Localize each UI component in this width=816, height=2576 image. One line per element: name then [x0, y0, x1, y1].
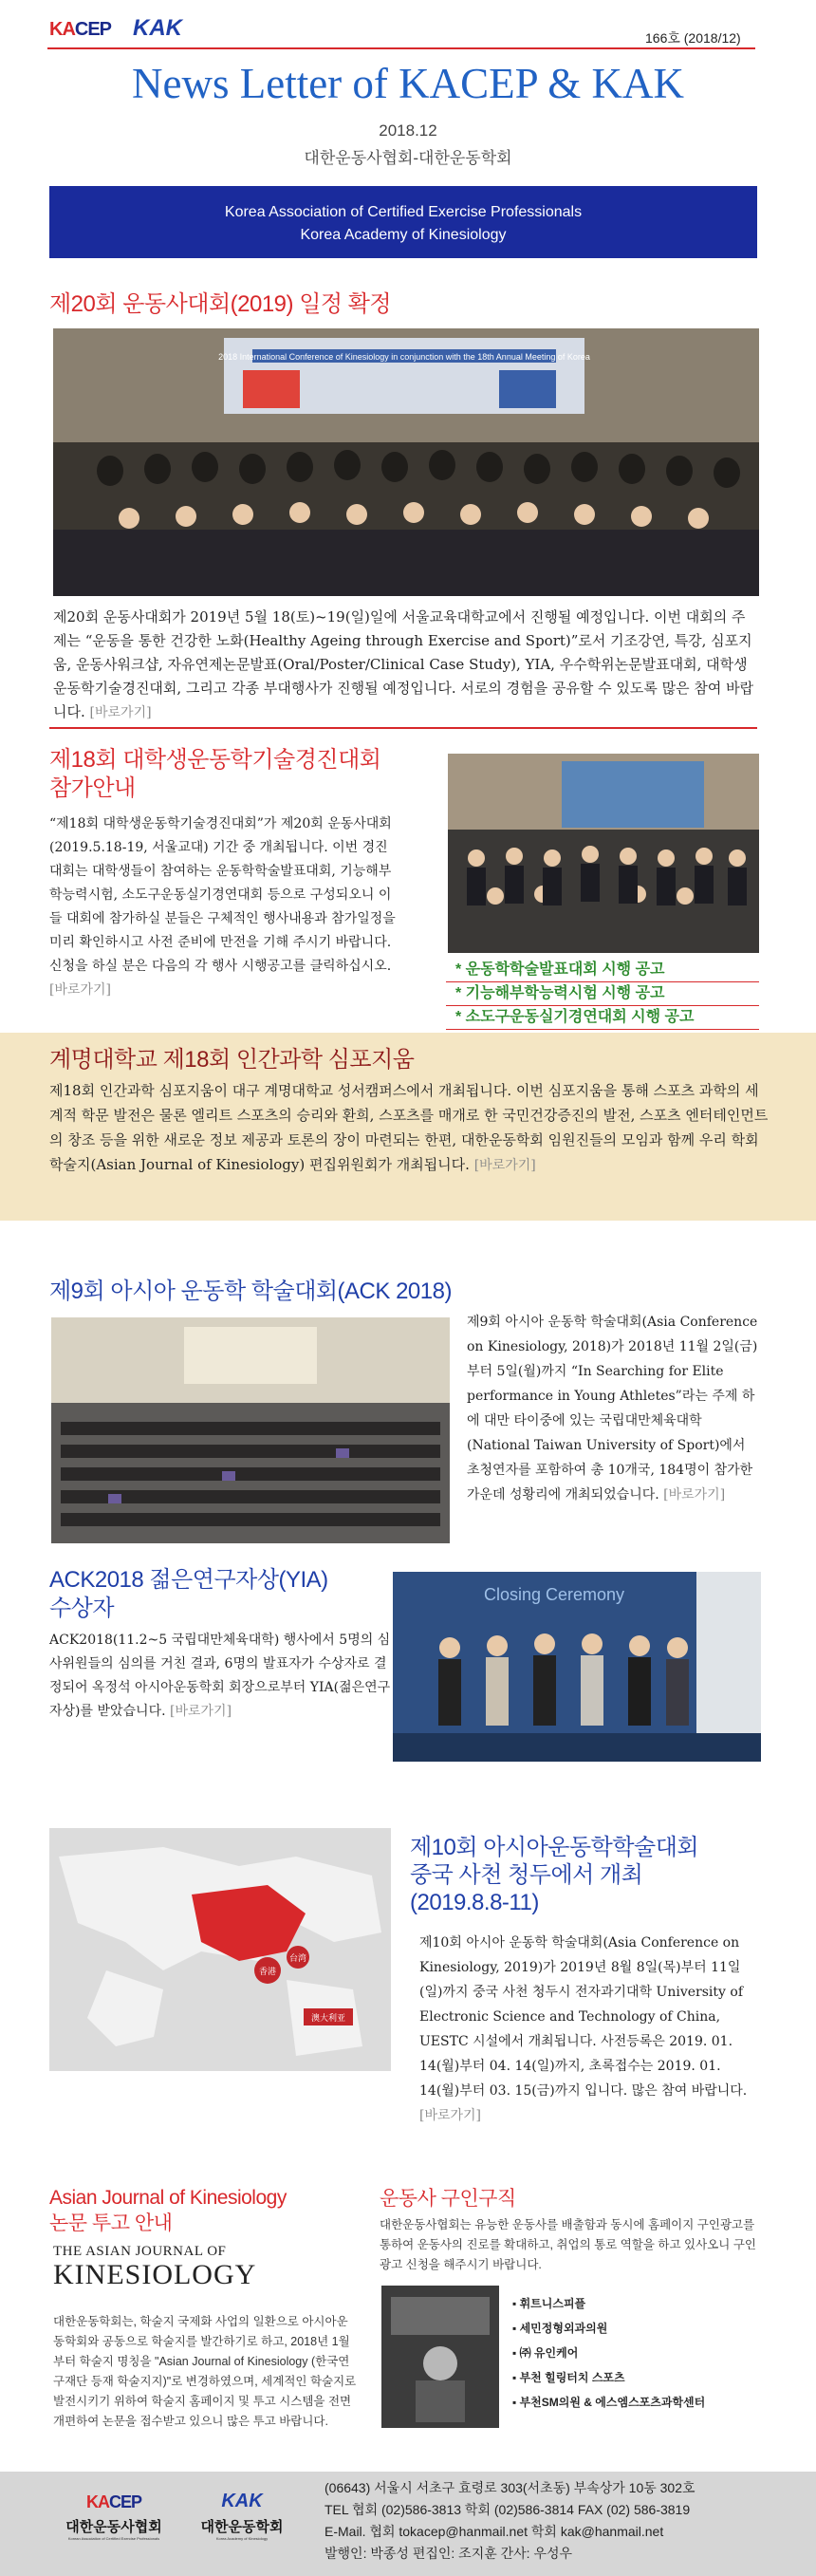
ack2019-body: 제10회 아시아 운동학 학술대회(Asia Conference on Kinesiology, 2019)가 2019년 8월 8일(목)부터 11일(일)까지 중국 사천 청두시 전자과기대학 University of Electronic Science and Technology of China, UESTC 시설에서 개최됩니다. 사전등록은 2019. 01. 14(월)부터 04. 14(일)까지, 초록접수는 2019. 01. 14(월)부터 03. 15(금)까지 입니다. 많은 참여 바랍니다.	[419, 1935, 748, 2099]
ack2018-body: 제9회 아시아 운동학 학술대회(Asia Conference on Kinesiology, 2018)가 2018년 11월 2일(금)부터 5일(월)까지 “In Searching for Elite performance in Young Athletes”라는 주제 하에 대만 타이중에 있는 국립대만체육대학(National Taiwan University of Sport)에서 초청연자를 포함하여 총 10개국, 184명이 참가한 가운데 성황리에 개최되었습니다.	[467, 1315, 758, 1503]
footer-tel: TEL 협회 (02)586-3813 학회 (02)586-3814 FAX (02) 586-3819	[325, 2502, 691, 2517]
journal-logo	[53, 2244, 338, 2290]
journal-title-2: 논문 투고 안내	[49, 2212, 173, 2234]
banner-line-2: Korea Academy of Kinesiology	[300, 227, 507, 243]
section-title-ack2019	[410, 1834, 770, 1916]
ack2019-title-1: 제10회 아시아운동학학술대회	[410, 1835, 699, 1860]
yia-title-2: 수상자	[49, 1596, 115, 1621]
section-title-competition-2019: 제20회 운동사대회(2019) 일정 확정	[49, 291, 392, 317]
map-label-taiwan: 台湾	[288, 1954, 307, 1964]
yia-body: ACK2018(11.2~5 국립대만체육대학) 행사에서 5명의 심사위원들의 심의를 거친 결과, 6명의 발표자가 수상자로 결정되어 옥정석 아시아운동학회 회장으로부터 YIA(젊은연구자상)를 받았습니다.	[49, 1633, 391, 1719]
org-banner	[49, 186, 757, 258]
student-contest-title-1: 제18회 대학생운동학기술경진대회	[49, 747, 381, 773]
notice-presentation[interactable]: * 운동학학술발표대회 시행 공고	[446, 959, 759, 982]
competition-2019-link[interactable]: [바로가기]	[89, 705, 152, 720]
footer-kak-logo: KAK 대한운동학회 Korea Academy of Kinesiology	[190, 2491, 294, 2541]
yia-photo-banner: Closing Ceremony	[483, 1585, 625, 1604]
student-contest-text	[49, 812, 400, 1002]
job-item[interactable]: ▪ ㈜ 유인케어	[512, 2346, 579, 2360]
footer-publisher: 발행인: 박종성 편집인: 조지훈 간사: 우성우	[325, 2546, 573, 2561]
notice-anatomy-test[interactable]: * 기능해부학능력시험 시행 공고	[446, 982, 759, 1006]
organizations: 대한운동사협회-대한운동학회	[304, 149, 512, 167]
issue-date: 2018.12	[379, 121, 437, 140]
symposium-body: 제18회 인간과학 심포지움이 대구 계명대학교 성서캠퍼스에서 개최됩니다. 이번 심포지움을 통해 스포츠 과학의 세계적 학문 발전은 물론 엘리트 스포츠의 승리와 환희, 스포츠를 매개로 한 국민건강증진의 발전, 스포츠 엔터테인먼트의 창조 등을 위한 새로운 정보 제공과 토론의 장이 마련되는 한편, 대한운동학회 임원진들의 모임과 함께 우리 학회 학술지(Asian Journal of Kinesiology) 편집위원회가 개최됩니다.	[49, 1082, 769, 1173]
page-title: News Letter of KACEP & KAK	[132, 60, 684, 107]
symposium-text	[49, 1078, 770, 1178]
section-title-ack2018: 제9회 아시아 운동학 학술대회(ACK 2018)	[49, 1279, 452, 1304]
jobs-list	[512, 2291, 769, 2415]
journal-title-1: Asian Journal of Kinesiology	[49, 2187, 287, 2209]
footer-kacep-sub: Korean Association of Certified Exercise Professionals	[67, 2536, 160, 2541]
yia-award-photo	[393, 1572, 761, 1762]
student-contest-title-2: 참가안내	[49, 775, 136, 801]
conference-group-photo	[53, 328, 759, 596]
student-contest-body: “제18회 대학생운동학기술경진대회”가 제20회 운동사대회(2019.5.18-19, 서울교대) 기간 중 개최됩니다. 이번 경진대회는 대학생들이 참여하는 운동학학술발표대회, 기능해부학능력시험, 소도구운동실기경연대회 등으로 구성되오니 이들 대회에 참가하실 분들은 구체적인 행사내용과 참가일정을 미리 확인하시고 사전 준비에 만전을 기해 주시기 바랍니다. 신청을 하실 분은 다음의 각 행사 시행공고를 클릭하십시오.	[49, 816, 396, 974]
job-item[interactable]: ▪ 세민정형외과의원	[512, 2322, 608, 2335]
ack2019-title-3: (2019.8.8-11)	[410, 1890, 539, 1915]
competition-2019-text	[53, 606, 759, 725]
student-contest-link[interactable]: [바로가기]	[49, 982, 112, 998]
footer-kak-sub: Korea Academy of Kinesiology	[215, 2536, 269, 2541]
notice-equipment-contest[interactable]: * 소도구운동실기경연대회 시행 공고	[446, 1006, 759, 1030]
ack2018-audience-photo	[51, 1317, 450, 1543]
section-divider	[49, 727, 757, 729]
kak-logo: KAK	[133, 15, 182, 41]
jobs-body: 대한운동사협회는 유능한 운동사를 배출함과 동시에 홈페이지 구인광고를 통하여 운동사의 진로를 확대하고, 취업의 통로 역할을 하고 있사오니 구인광고 신청을 해주시기 바랍니다.	[380, 2218, 756, 2271]
jobs-photo	[381, 2286, 499, 2428]
photo-banner-text: 2018 International Conference of Kinesiology in conjunction with the 18th Annual Meeting of Korea	[218, 352, 590, 362]
journal-logo-big: KINESIOLOGY	[53, 2259, 257, 2290]
yia-title-1: ACK2018 젊은연구자상(YIA)	[49, 1567, 328, 1593]
banner-line-1: Korea Association of Certified Exercise Professionals	[224, 204, 583, 220]
ack2019-title-2: 중국 사천 청두에서 개최	[410, 1862, 643, 1888]
footer-email[interactable]: E-Mail. 협회 tokacep@hanmail.net 학회 kak@hanmail.net	[325, 2524, 664, 2539]
symposium-link[interactable]: [바로가기]	[473, 1158, 536, 1173]
journal-body: 대한운동학회는, 학술지 국제화 사업의 일환으로 아시아운동학회와 공동으로 학술지를 발간하기로 하고, 2018년 1월부터 학술지 명칭을 "Asian Journal of Kinesiology (한국연구재단 등재 학술지지)"로 변경하였으며, 세계적인 학술지로 발전시키기 위하여 학술지 홈페이지 및 투고 시스템을 전면 개편하여 논문을 접수받고 있으니 많은 투고 바랍니다.	[53, 2315, 357, 2428]
yia-text	[49, 1629, 391, 1724]
footer-kacep-name: 대한운동사협회	[65, 2519, 162, 2535]
notice-list	[446, 959, 759, 1030]
section-title-journal	[49, 2185, 362, 2236]
issue-number: 166호 (2018/12)	[645, 30, 741, 46]
ack2018-text	[467, 1310, 761, 1507]
kacep-logo: KACEP	[49, 19, 112, 40]
job-item[interactable]: ▪ 휘트니스피플	[512, 2297, 586, 2310]
student-contest-photo	[448, 754, 759, 953]
footer-contact	[325, 2477, 780, 2565]
map-label-australia: 澳大利亚	[310, 2014, 346, 2024]
job-item[interactable]: ▪ 부천SM의원 & 에스엠스포츠과학센터	[512, 2396, 706, 2409]
header-rule	[47, 47, 755, 49]
footer-kacep-logo: KACEP 대한운동사협회 Korean Association of Certified Exercise Professionals	[57, 2492, 171, 2541]
job-item[interactable]: ▪ 부천 힐링터치 스포츠	[512, 2371, 625, 2384]
footer-address: (06643) 서울시 서초구 효령로 303(서초동) 부속상가 10동 302호	[325, 2480, 695, 2495]
ack2019-link[interactable]: [바로가기]	[419, 2108, 482, 2123]
asia-map	[49, 1828, 391, 2071]
section-title-symposium: 계명대학교 제18회 인간과학 심포지움	[49, 1047, 415, 1073]
map-label-hongkong: 香港	[258, 1968, 277, 1977]
section-title-jobs: 운동사 구인구직	[380, 2188, 516, 2210]
ack2018-link[interactable]: [바로가기]	[663, 1487, 726, 1503]
competition-2019-body: 제20회 운동사대회가 2019년 5월 18(토)~19(일)일에 서울교육대학교에서 진행될 예정입니다. 이번 대회의 주제는 “운동을 통한 건강한 노화(Healthy Ageing through Exercise and Sport)”로서 기조강연, 특강, 심포지움, 운동사워크샵, 자유연제논문발표(Oral/Poster/Clinical Case Study), YIA, 우수학위논문발표대회, 대학생운동학기술경진대회, 그리고 각종 부대행사가 진행될 예정입니다. 서로의 경험을 공유할 수 있도록 많은 참여 바랍니다.	[53, 608, 754, 720]
footer-kak-name: 대한운동학회	[200, 2519, 284, 2535]
section-title-student-contest	[49, 746, 448, 803]
ack2019-text	[419, 1931, 763, 2128]
yia-link[interactable]: [바로가기]	[170, 1704, 232, 1719]
journal-logo-small: THE ASIAN JOURNAL OF	[53, 2244, 227, 2259]
section-title-yia	[49, 1566, 410, 1623]
